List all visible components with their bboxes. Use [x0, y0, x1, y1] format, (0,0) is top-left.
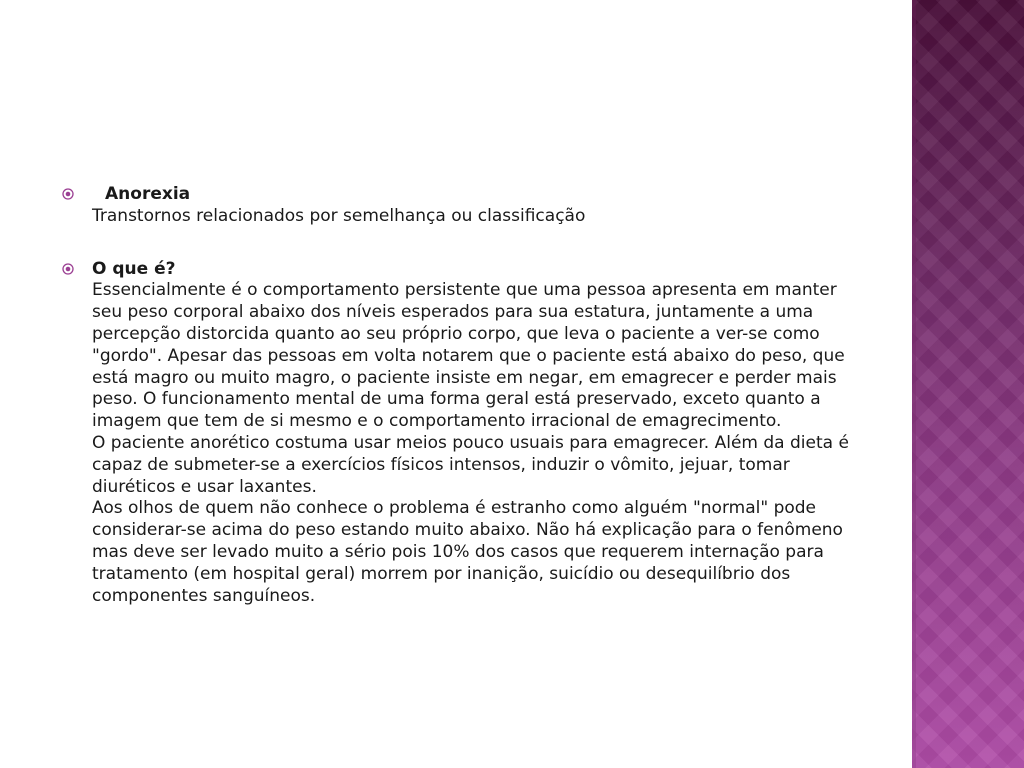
bullet-item-o-que-e: [62, 259, 862, 608]
bullet-item-anorexia: [62, 184, 862, 228]
item-paragraph: O paciente anorético costuma usar meios pouco usuais para emagrecer. Além da dieta é capaz de submeter-se a exercícios físicos intensos, induzir o vômito, jejuar, tomar diuréticos e usar laxantes.: [92, 432, 849, 497]
circle-dot-icon: [62, 263, 74, 275]
decorative-side-band: [912, 0, 1024, 768]
item-heading: Anorexia: [105, 184, 191, 204]
item-paragraph: Aos olhos de quem não conhece o problema é estranho como alguém "normal" pode considerar-se acima do peso estando muito abaixo. Não há explicação para o fenômeno mas deve ser levado muito a sério pois 10% dos casos que requerem internação para tratamento (em hospital geral) morrem por inanição, suicídio ou desequilíbrio dos componentes sanguíneos.: [92, 498, 843, 606]
circle-dot-icon: [62, 188, 74, 200]
item-paragraph: Essencialmente é o comportamento persistente que uma pessoa apresenta em manter seu peso corporal abaixo dos níveis esperados para sua estatura, juntamente a uma percepção distorcida quanto ao seu próprio corpo, que leva o paciente a ver-se como "gordo". Apesar das pessoas em volta notarem que o paciente está abaixo do peso, que está magro ou muito magro, o paciente insiste em negar, em emagrecer e perder mais peso. O funcionamento mental de uma forma geral está preservado, exceto quanto a imagem que tem de si mesmo e o comportamento irracional de emagrecimento.: [92, 280, 845, 432]
item-heading: O que é?: [92, 258, 176, 279]
slide-content: [62, 184, 862, 638]
item-paragraph: Transtornos relacionados por semelhança ou classificação: [92, 205, 586, 226]
